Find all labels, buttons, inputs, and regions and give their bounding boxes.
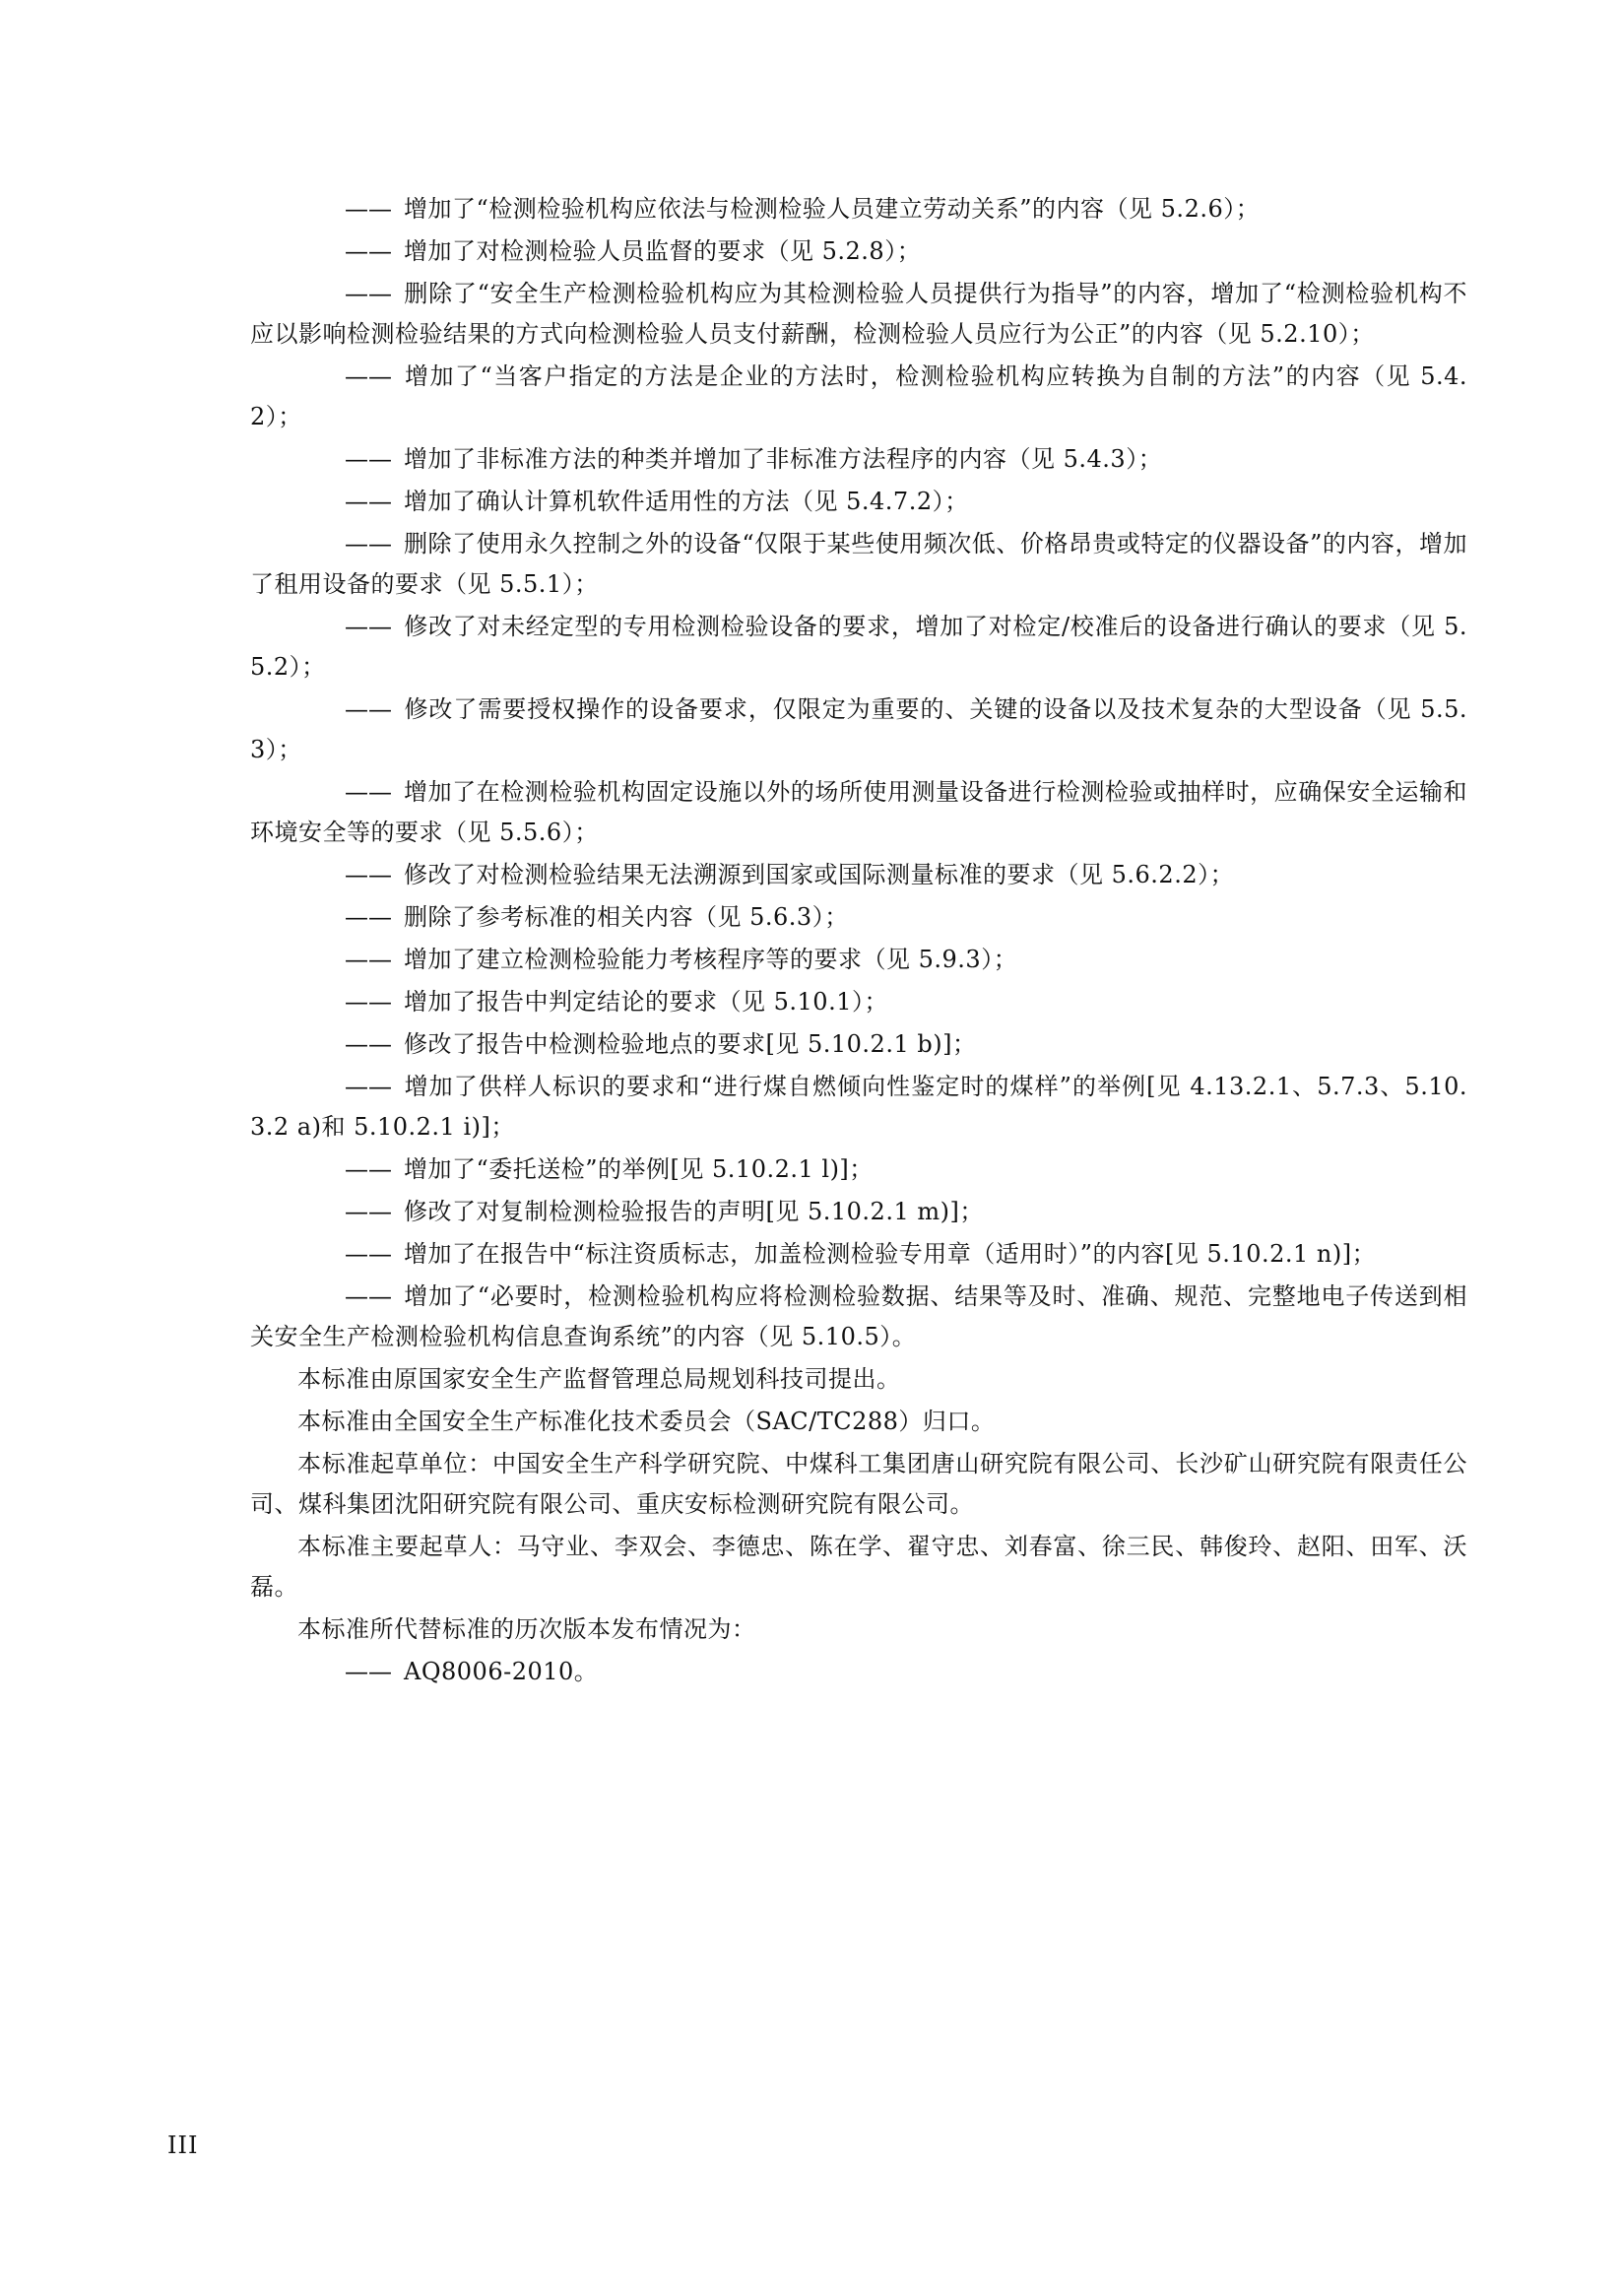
change-text: 增加了对检测检验人员监督的要求（见 5.2.8）； xyxy=(404,237,922,265)
change-item xyxy=(250,1277,1467,1357)
change-item xyxy=(250,189,1467,230)
change-item xyxy=(250,524,1467,605)
change-item xyxy=(250,1024,1467,1065)
change-item xyxy=(250,1149,1467,1190)
change-item xyxy=(250,689,1467,770)
change-item xyxy=(250,940,1467,980)
list-dash: —— xyxy=(345,988,392,1016)
change-item xyxy=(250,772,1467,853)
statement-paragraph: 本标准由全国安全生产标准化技术委员会（SAC/TC288）归口。 xyxy=(297,1408,996,1435)
change-text: 增加了在检测检验机构固定设施以外的场所使用测量设备进行检测检验或抽样时，应确保安全运输和环境安全等的要求（见 5.5.6）； xyxy=(250,778,1467,846)
document-body xyxy=(250,189,1467,1694)
list-dash: —— xyxy=(345,445,392,473)
change-text: 修改了需要授权操作的设备要求，仅限定为重要的、关键的设备以及技术复杂的大型设备（见 5.5.3）； xyxy=(250,695,1467,763)
list-dash: —— xyxy=(345,1073,392,1100)
change-text: 增加了供样人标识的要求和“进行煤自燃倾向性鉴定时的煤样”的举例[见 4.13.2.1、5.7.3、5.10.3.2 a)和 5.10.2.1 i)]； xyxy=(250,1073,1467,1141)
change-text: 增加了确认计算机软件适用性的方法（见 5.4.7.2）； xyxy=(404,488,969,515)
change-item xyxy=(250,357,1467,437)
list-dash: —— xyxy=(345,1240,392,1268)
page-number: III xyxy=(167,2132,199,2159)
list-dash: —— xyxy=(345,195,392,223)
change-text: 增加了“检测检验机构应依法与检测检验人员建立劳动关系”的内容（见 5.2.6）； xyxy=(404,195,1261,223)
statement-paragraph: 本标准起草单位：中国安全生产科学研究院、中煤科工集团唐山研究院有限公司、长沙矿山研究院有限责任公司、煤科集团沈阳研究院有限公司、重庆安标检测研究院有限公司。 xyxy=(250,1450,1467,1518)
change-item xyxy=(250,274,1467,355)
list-dash: —— xyxy=(345,1198,392,1225)
statement-paragraph: 本标准主要起草人：马守业、李双会、李德忠、陈在学、翟守忠、刘春富、徐三民、韩俊玲、赵阳、田军、沃磊。 xyxy=(250,1533,1467,1601)
list-dash: —— xyxy=(345,1155,392,1183)
list-dash: —— xyxy=(345,903,392,931)
change-text: 删除了参考标准的相关内容（见 5.6.3）； xyxy=(404,903,849,931)
change-text: 增加了建立检测检验能力考核程序等的要求（见 5.9.3）； xyxy=(404,946,1018,973)
change-text: 增加了报告中判定结论的要求（见 5.10.1）； xyxy=(404,988,888,1016)
change-item xyxy=(250,607,1467,688)
change-item xyxy=(250,439,1467,480)
list-dash: —— xyxy=(345,1658,392,1685)
change-item xyxy=(250,1234,1467,1275)
change-text: 修改了对复制检测检验报告的声明[见 5.10.2.1 m)]； xyxy=(404,1198,984,1225)
list-dash: —— xyxy=(345,362,392,390)
list-dash: —— xyxy=(345,778,392,806)
list-dash: —— xyxy=(345,280,392,307)
statements-list xyxy=(250,1359,1467,1650)
change-text: 增加了“当客户指定的方法是企业的方法时，检测检验机构应转换为自制的方法”的内容（见 5.4.2）； xyxy=(250,362,1467,430)
list-dash: —— xyxy=(345,1030,392,1058)
history-list xyxy=(250,1652,1467,1692)
list-dash: —— xyxy=(345,530,392,558)
list-dash: —— xyxy=(345,861,392,888)
change-item xyxy=(250,231,1467,272)
change-text: 修改了报告中检测检验地点的要求[见 5.10.2.1 b)]； xyxy=(404,1030,977,1058)
statement-paragraph: 本标准所代替标准的历次版本发布情况为： xyxy=(297,1615,756,1643)
change-text: 增加了非标准方法的种类并增加了非标准方法程序的内容（见 5.4.3）； xyxy=(404,445,1163,473)
list-dash: —— xyxy=(345,695,392,723)
change-text: 增加了在报告中“标注资质标志，加盖检测检验专用章（适用时）”的内容[见 5.10.2.1 n)]； xyxy=(404,1240,1377,1268)
history-item xyxy=(250,1652,1467,1692)
list-dash: —— xyxy=(345,237,392,265)
changes-list xyxy=(250,189,1467,1357)
list-dash: —— xyxy=(345,1282,392,1310)
change-text: 增加了“必要时，检测检验机构应将检测检验数据、结果等及时、准确、规范、完整地电子传送到相关安全生产检测检验机构信息查询系统”的内容（见 5.10.5）。 xyxy=(250,1282,1467,1350)
list-dash: —— xyxy=(345,488,392,515)
change-item xyxy=(250,897,1467,938)
list-dash: —— xyxy=(345,946,392,973)
change-text: 修改了对未经定型的专用检测检验设备的要求，增加了对检定/校准后的设备进行确认的要求（见 5.5.2）； xyxy=(250,613,1467,681)
list-dash: —— xyxy=(345,613,392,640)
change-item xyxy=(250,982,1467,1022)
change-text: 删除了使用永久控制之外的设备“仅限于某些使用频次低、价格昂贵或特定的仪器设备”的内容，增加了租用设备的要求（见 5.5.1）； xyxy=(250,530,1467,598)
change-item xyxy=(250,482,1467,522)
change-item xyxy=(250,855,1467,895)
statement-paragraph: 本标准由原国家安全生产监督管理总局规划科技司提出。 xyxy=(297,1365,901,1393)
change-item xyxy=(250,1067,1467,1148)
change-text: 修改了对检测检验结果无法溯源到国家或国际测量标准的要求（见 5.6.2.2）； xyxy=(404,861,1235,888)
change-text: 增加了“委托送检”的举例[见 5.10.2.1 l)]； xyxy=(404,1155,874,1183)
history-text: AQ8006-2010。 xyxy=(404,1658,599,1685)
change-item xyxy=(250,1192,1467,1232)
change-text: 删除了“安全生产检测检验机构应为其检测检验人员提供行为指导”的内容，增加了“检测检验机构不应以影响检测检验结果的方式向检测检验人员支付薪酬，检测检验人员应行为公正”的内容（见 5.2.10）； xyxy=(250,280,1467,348)
